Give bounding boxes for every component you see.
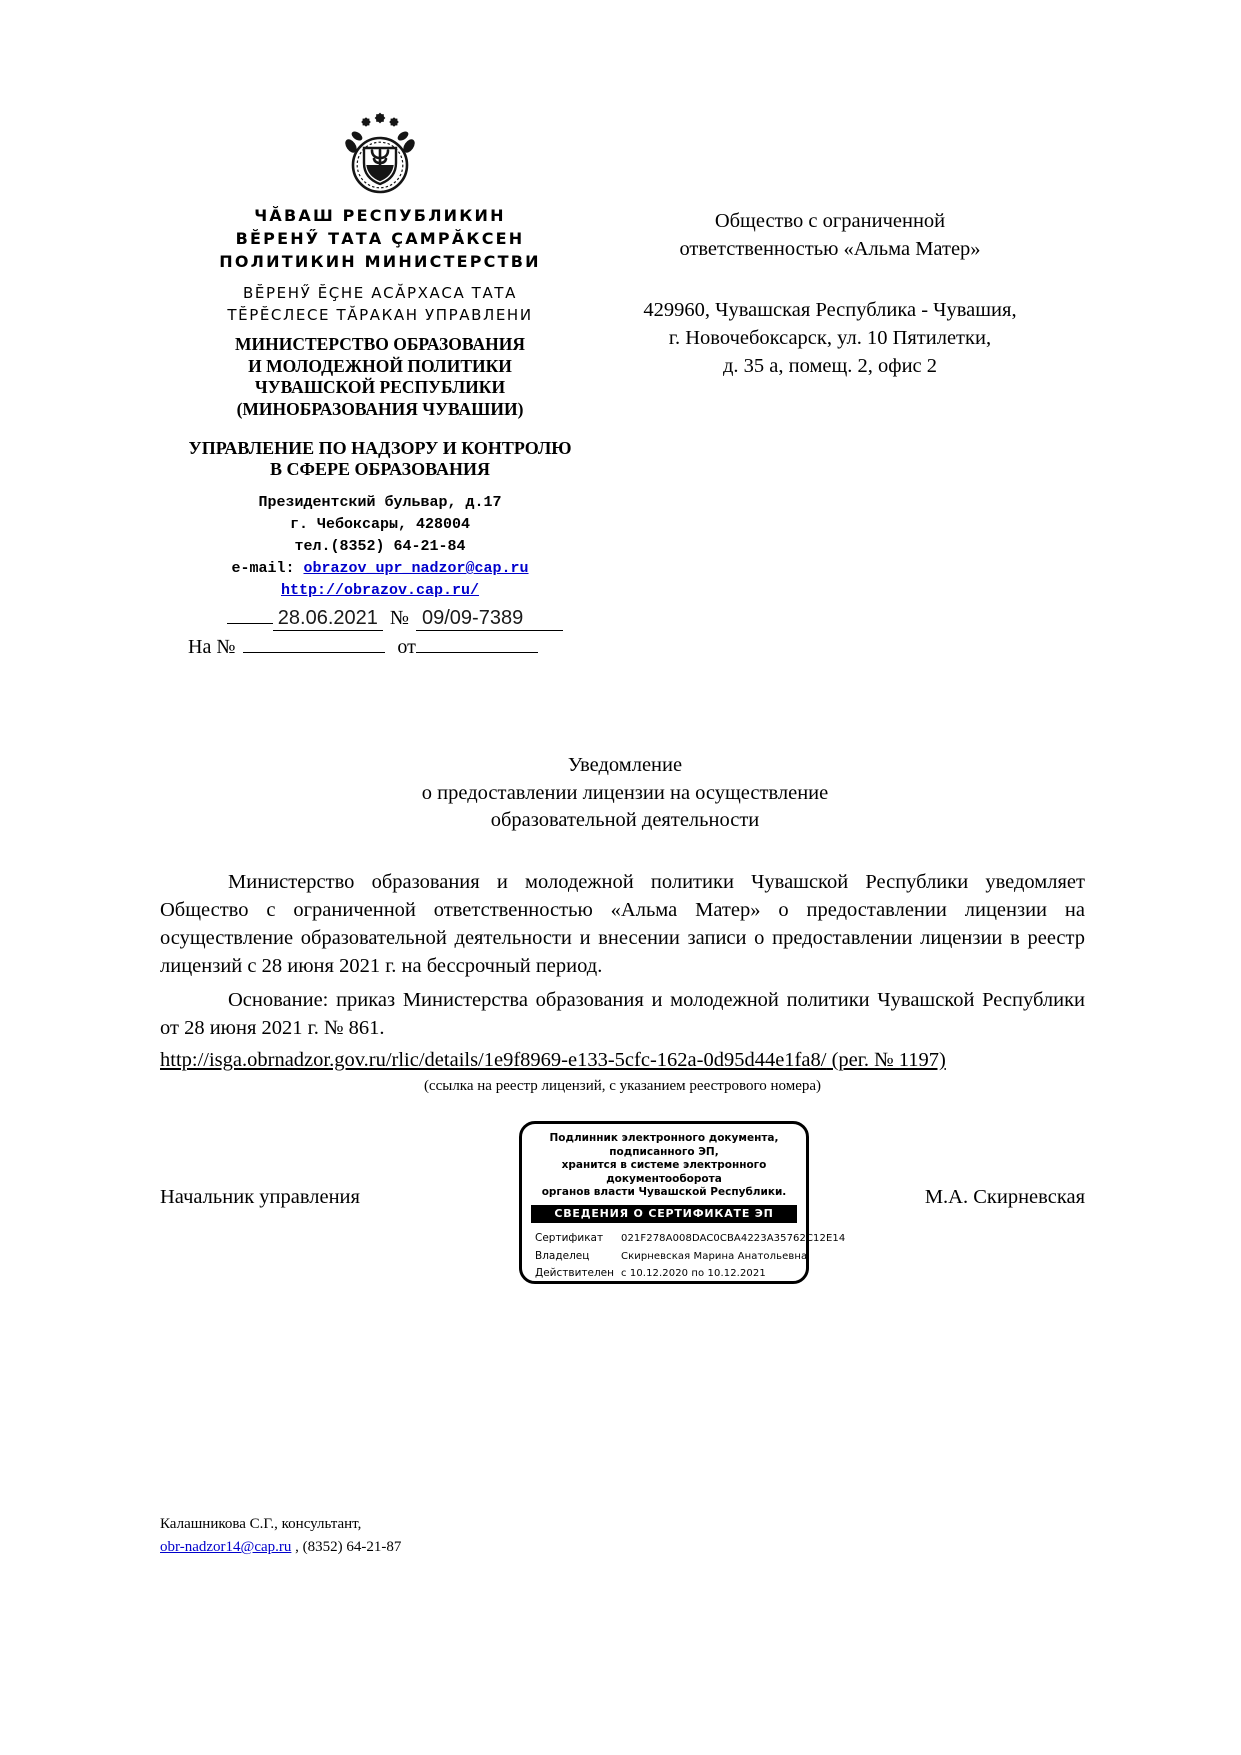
ministry-line: ЧУВАШСКОЙ РЕСПУБЛИКИ — [254, 377, 506, 397]
document-title — [160, 752, 1090, 835]
sender-address-line: г. Чебоксары, 428004 — [289, 516, 471, 533]
owner-row — [535, 1248, 806, 1266]
chuvashia-emblem-icon — [338, 112, 422, 200]
registry-link-line — [160, 1046, 1085, 1074]
certificate-row — [535, 1230, 846, 1248]
recipient-name — [610, 207, 1050, 263]
recipient-address-line: г. Новочебоксарск, ул. 10 Пятилетки, — [668, 327, 992, 349]
registry-link-caption: (ссылка на реестр лицензий, с указанием реестрового номера) — [423, 1078, 822, 1094]
executor-name: Калашникова С.Г., консультант, — [160, 1516, 362, 1532]
underline-segment — [227, 601, 273, 624]
number-sign: № — [389, 607, 409, 629]
stamp-header-line: органов власти Чувашской Республики. — [541, 1186, 787, 1198]
department-name — [150, 438, 610, 480]
recipient-name-line: Общество с ограниченной — [714, 210, 946, 232]
reference-line — [188, 630, 668, 659]
sender-address — [150, 492, 610, 602]
owner-value: Скирневская Марина Анатольевна — [621, 1250, 808, 1262]
chuvashia-coat-of-arms — [150, 112, 610, 205]
executor-contacts — [160, 1539, 660, 1556]
certificate-info-bar: СВЕДЕНИЯ О СЕРТИФИКАТЕ ЭП — [531, 1205, 797, 1224]
body-paragraph-2: Основание: приказ Министерства образования и молодежной политики Чувашской Республики от 28 июня 2021 г. № 861. — [160, 989, 1085, 1039]
chuvash-ministry-line: ВӖРЕНӲ ТАТА ҪАМРӐКСЕН — [235, 229, 525, 248]
chuvash-department-line: ВӖРЕНӲ ӖҪНЕ АСӐРХАСА ТАТА — [243, 284, 517, 302]
date-number-line — [160, 601, 630, 631]
ref-ot-label: от — [397, 636, 416, 658]
certificate-label: Сертификат — [535, 1232, 604, 1244]
sender-email-line — [150, 558, 610, 580]
ministry-line: И МОЛОДЕЖНОЙ ПОЛИТИКИ — [248, 355, 512, 376]
validity-label: Действителен — [535, 1267, 615, 1279]
chuvash-ministry-line: ЧӐВАШ РЕСПУБЛИКИН — [254, 206, 506, 225]
electronic-signature-stamp — [519, 1121, 846, 1284]
chuvash-department-line: ТӖРӖСЛЕСЕ ТӐРАКАН УПРАВЛЕНИ — [227, 306, 533, 324]
title-line: о предоставлении лицензии на осуществление — [421, 781, 829, 804]
stamp-header — [522, 1132, 806, 1200]
chuvash-ministry-name — [150, 204, 610, 273]
sender-website-line — [150, 580, 610, 602]
ministry-name — [150, 334, 610, 420]
recipient-address-line: 429960, Чувашская Республика - Чувашия, — [643, 299, 1017, 321]
underline-segment — [243, 630, 385, 653]
ref-na-label: На № — [188, 636, 236, 658]
recipient-address — [610, 296, 1050, 380]
executor-phone: , (8352) 64-21-87 — [291, 1539, 402, 1555]
certificate-value: 021F278A008DAC0CBA4223A35762C12E14 — [621, 1233, 846, 1244]
registry-reg-number: (рег. № 1197) — [826, 1049, 946, 1071]
title-line: Уведомление — [567, 754, 683, 776]
sender-address-line: тел.(8352) 64-21-84 — [294, 538, 466, 555]
stamp-header-line: хранится в системе электронного документооборота — [561, 1159, 767, 1185]
sender-address-line: Президентский бульвар, д.17 — [258, 494, 502, 511]
registry-link[interactable]: http://isga.obrnadzor.gov.ru/rlic/details/1e9f8969-e133-5cfc-162a-0d95d44e1fa8/ — [160, 1049, 827, 1071]
stamp-header-line: подписанного ЭП, — [609, 1145, 719, 1158]
sender-website-link[interactable]: http://obrazov.cap.ru/ — [280, 582, 480, 599]
email-label: e-mail: — [231, 560, 304, 577]
validity-row — [535, 1265, 806, 1283]
document-number: 09/09-7389 — [416, 607, 563, 631]
stamp-header-line: Подлинник электронного документа, — [549, 1132, 779, 1144]
department-line: УПРАВЛЕНИЕ ПО НАДЗОРУ И КОНТРОЛЮ — [188, 438, 572, 458]
title-line: образовательной деятельности — [490, 809, 760, 831]
recipient-address-line: д. 35 а, помещ. 2, офис 2 — [722, 355, 938, 377]
chuvash-ministry-line: ПОЛИТИКИН МИНИСТЕРСТВИ — [219, 252, 541, 271]
validity-value: с 10.12.2020 по 10.12.2021 — [621, 1268, 766, 1279]
owner-label: Владелец — [535, 1249, 590, 1262]
chuvash-department-name — [150, 282, 610, 326]
certificate-details — [535, 1230, 846, 1283]
department-line: В СФЕРЕ ОБРАЗОВАНИЯ — [270, 459, 490, 479]
executor-email-link[interactable]: obr-nadzor14@cap.ru — [160, 1539, 292, 1555]
body-paragraph-1: Министерство образования и молодежной политики Чувашской Республики уведомляет Общество с ограниченной ответственностью «Альма Матер» о предоставлении лицензии на осуществление образовательной деятельности и внесении записи о предоставлении лицензии в реестр лицензий с 28 июня 2021 г. на бессрочный период. — [160, 871, 1085, 977]
ministry-line: (МИНОБРАЗОВАНИЯ ЧУВАШИИ) — [236, 398, 524, 419]
underline-segment — [416, 630, 538, 653]
signer-position: Начальник управления — [160, 1186, 360, 1208]
signer-name: М.А. Скирневская — [924, 1186, 1085, 1208]
recipient-name-line: ответственностью «Альма Матер» — [679, 238, 981, 260]
document-date: 28.06.2021 — [273, 607, 383, 631]
ministry-line: МИНИСТЕРСТВО ОБРАЗОВАНИЯ — [235, 334, 525, 354]
sender-email-link[interactable]: obrazov_upr_nadzor@cap.ru — [303, 560, 529, 577]
